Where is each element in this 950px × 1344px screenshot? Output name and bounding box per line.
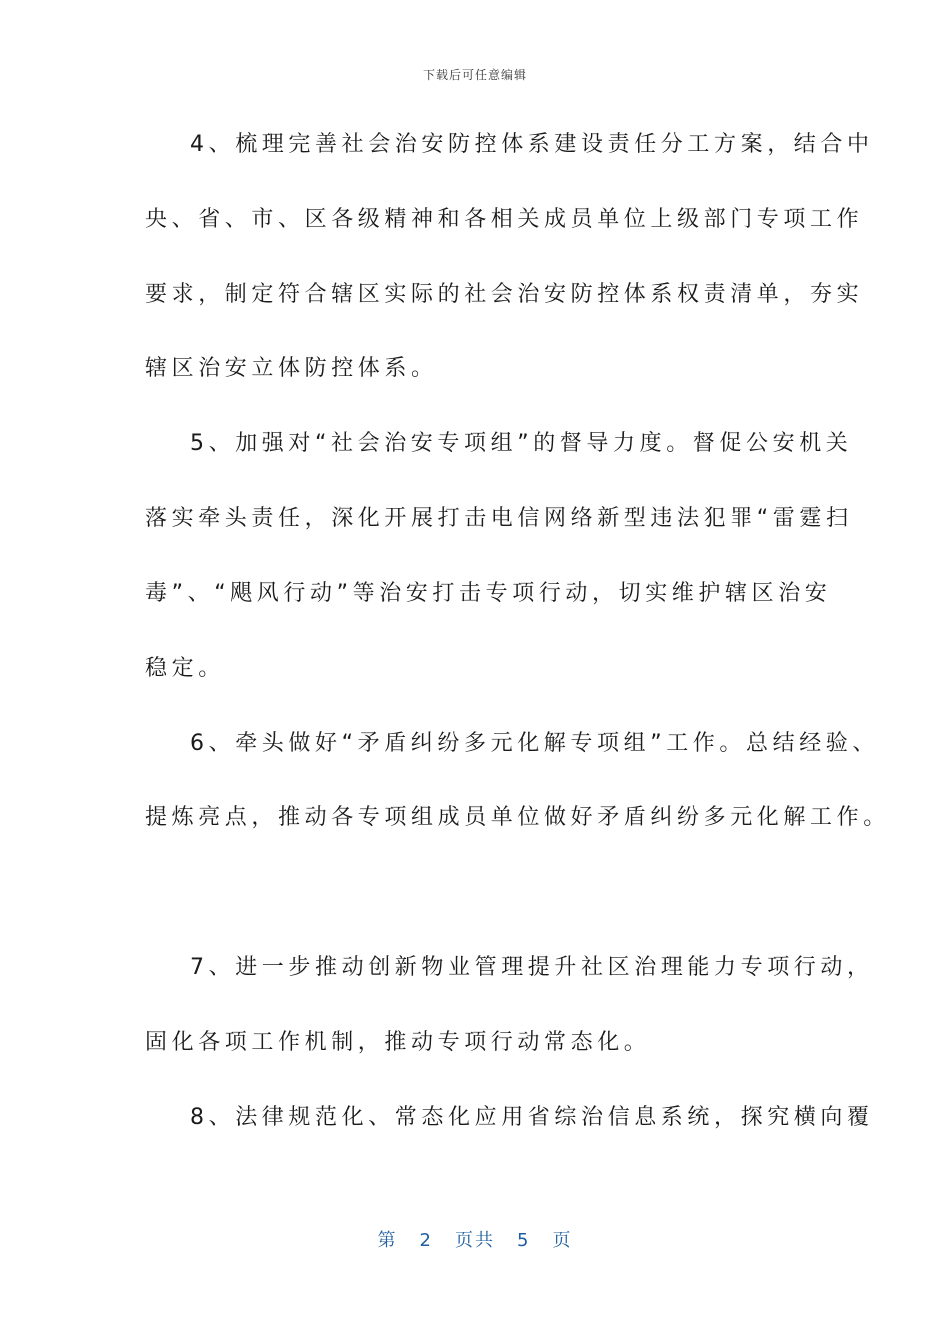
paragraph-8-line-1: 8、法律规范化、常态化应用省综治信息系统，探究横向覆 [190, 1105, 874, 1130]
paragraph-7-line-1: 7、进一步推动创新物业管理提升社区治理能力专项行动， [190, 955, 874, 980]
paragraph-4-line-3: 要求，制定符合辖区实际的社会治安防控体系权责清单，夯实 [145, 282, 864, 307]
footer-prefix: 第 [377, 1230, 398, 1251]
paragraph-4-line-2: 央、省、市、区各级精神和各相关成员单位上级部门专项工作 [145, 207, 864, 232]
footer-current-page: 2 [419, 1230, 433, 1251]
page-header: 下载后可任意编辑 [422, 68, 527, 82]
paragraph-6-line-1: 6、牵头做好“矛盾纠纷多元化解专项组”工作。总结经验、 [190, 731, 879, 756]
paragraph-5-line-2: 落实牵头责任，深化开展打击电信网络新型违法犯罪“雷霆扫 [145, 506, 853, 531]
paragraph-4-line-4: 辖区治安立体防控体系。 [145, 356, 438, 381]
footer-suffix: 页 [552, 1230, 573, 1251]
paragraph-5-line-3: 毒”、“飓风行动”等治安打击专项行动，切实维护辖区治安 [145, 581, 832, 606]
paragraph-4-line-1: 4、梳理完善社会治安防控体系建设责任分工方案，结合中 [190, 132, 874, 157]
footer-total-pages: 5 [517, 1230, 531, 1251]
paragraph-5-line-1: 5、加强对“社会治安专项组”的督导力度。督促公安机关 [190, 431, 853, 456]
paragraph-6-line-2: 提炼亮点，推动各专项组成员单位做好矛盾纠纷多元化解工作。 [145, 805, 890, 830]
paragraph-5-line-4: 稳定。 [145, 656, 225, 681]
page-number-footer [0, 1226, 950, 1252]
footer-middle: 页共 [455, 1230, 495, 1251]
paragraph-7-line-2: 固化各项工作机制，推动专项行动常态化。 [145, 1030, 651, 1055]
